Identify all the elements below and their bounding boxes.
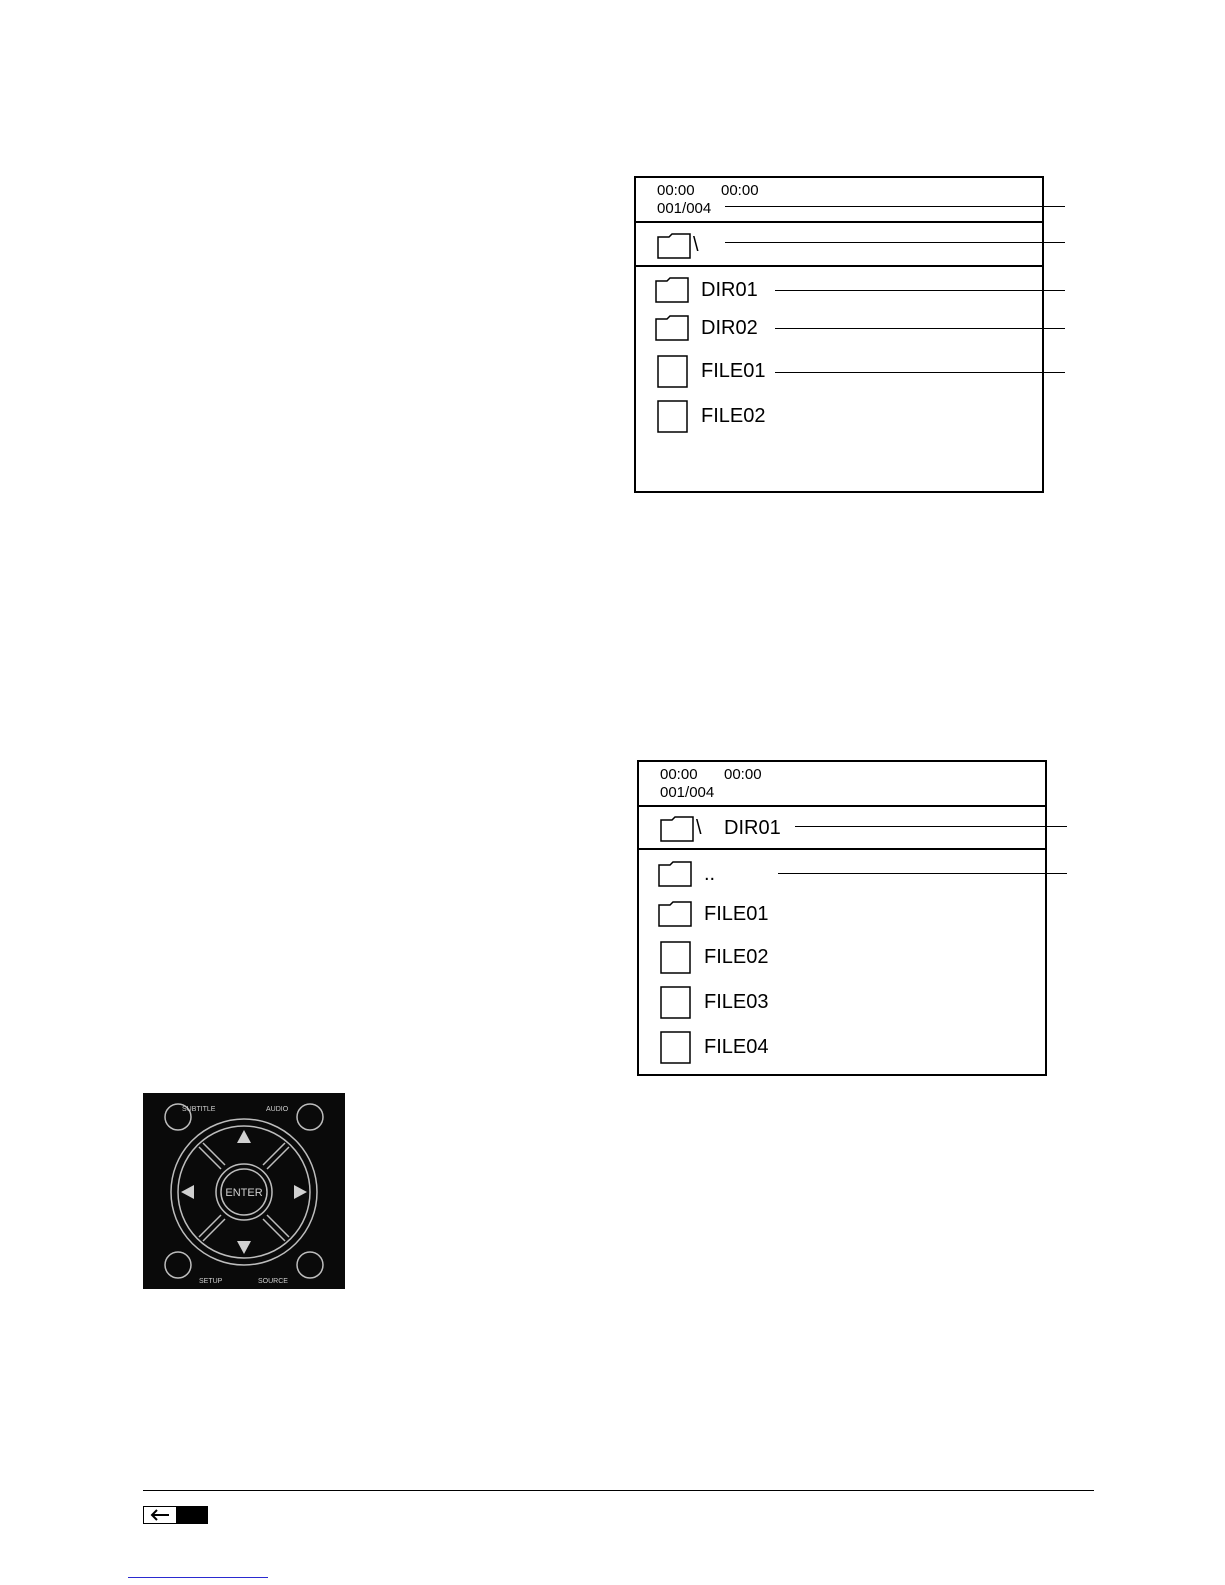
status-header	[636, 178, 1042, 223]
left-arrow-button[interactable]	[181, 1185, 194, 1199]
callout-line	[795, 826, 1067, 827]
folder-icon	[660, 816, 694, 842]
enter-label: ENTER	[225, 1187, 263, 1199]
subtitle-label: SUBTITLE	[182, 1106, 216, 1113]
source-button[interactable]	[297, 1252, 323, 1278]
elapsed-time: 00:00	[660, 766, 698, 783]
setup-button[interactable]	[165, 1252, 191, 1278]
current-path-bar	[636, 223, 1042, 267]
folder-icon	[655, 277, 689, 303]
callout-line	[725, 242, 1065, 243]
source-label: SOURCE	[258, 1278, 288, 1285]
arrow-left-icon	[144, 1507, 176, 1523]
total-time: 00:00	[721, 182, 759, 199]
path-directory: DIR01	[724, 817, 781, 839]
audio-label: AUDIO	[266, 1106, 289, 1113]
track-counter: 001/004	[657, 200, 712, 217]
bottom-link-underline[interactable]	[128, 1577, 268, 1578]
item-label: FILE02	[701, 405, 766, 427]
file-icon	[660, 986, 692, 1020]
file-icon	[660, 941, 692, 975]
callout-line	[725, 206, 1065, 207]
folder-icon	[657, 233, 691, 259]
file-browser-screen-root	[634, 176, 1044, 493]
path-separator: \	[696, 817, 702, 839]
remote-dpad-graphic	[143, 1093, 345, 1289]
item-label: FILE04	[704, 1036, 769, 1058]
item-label: FILE01	[701, 360, 766, 382]
folder-icon	[658, 901, 692, 927]
track-counter: 001/004	[660, 784, 715, 801]
setup-label: SETUP	[199, 1278, 223, 1285]
down-arrow-button[interactable]	[237, 1241, 251, 1254]
file-browser-screen-dir01	[637, 760, 1047, 1076]
back-button-fill	[176, 1507, 207, 1523]
elapsed-time: 00:00	[657, 182, 695, 199]
audio-button[interactable]	[297, 1104, 323, 1130]
footer-divider	[143, 1490, 1094, 1491]
file-icon	[657, 400, 689, 434]
right-arrow-button[interactable]	[294, 1185, 307, 1199]
path-separator: \	[693, 234, 699, 256]
current-path-bar	[639, 807, 1045, 850]
item-label: DIR01	[701, 279, 758, 301]
folder-icon	[658, 861, 692, 887]
remote-control-pad	[143, 1093, 345, 1289]
item-label: FILE03	[704, 991, 769, 1013]
callout-line	[775, 328, 1065, 329]
back-button[interactable]	[143, 1506, 208, 1524]
file-icon	[660, 1031, 692, 1065]
callout-line	[775, 372, 1065, 373]
total-time: 00:00	[724, 766, 762, 783]
item-label: DIR02	[701, 317, 758, 339]
folder-icon	[655, 315, 689, 341]
status-header	[639, 762, 1045, 807]
file-icon	[657, 355, 689, 389]
callout-line	[775, 290, 1065, 291]
item-label: ..	[704, 863, 716, 885]
item-label: FILE01	[704, 903, 769, 925]
item-label: FILE02	[704, 946, 769, 968]
callout-line	[778, 873, 1067, 874]
up-arrow-button[interactable]	[237, 1130, 251, 1143]
